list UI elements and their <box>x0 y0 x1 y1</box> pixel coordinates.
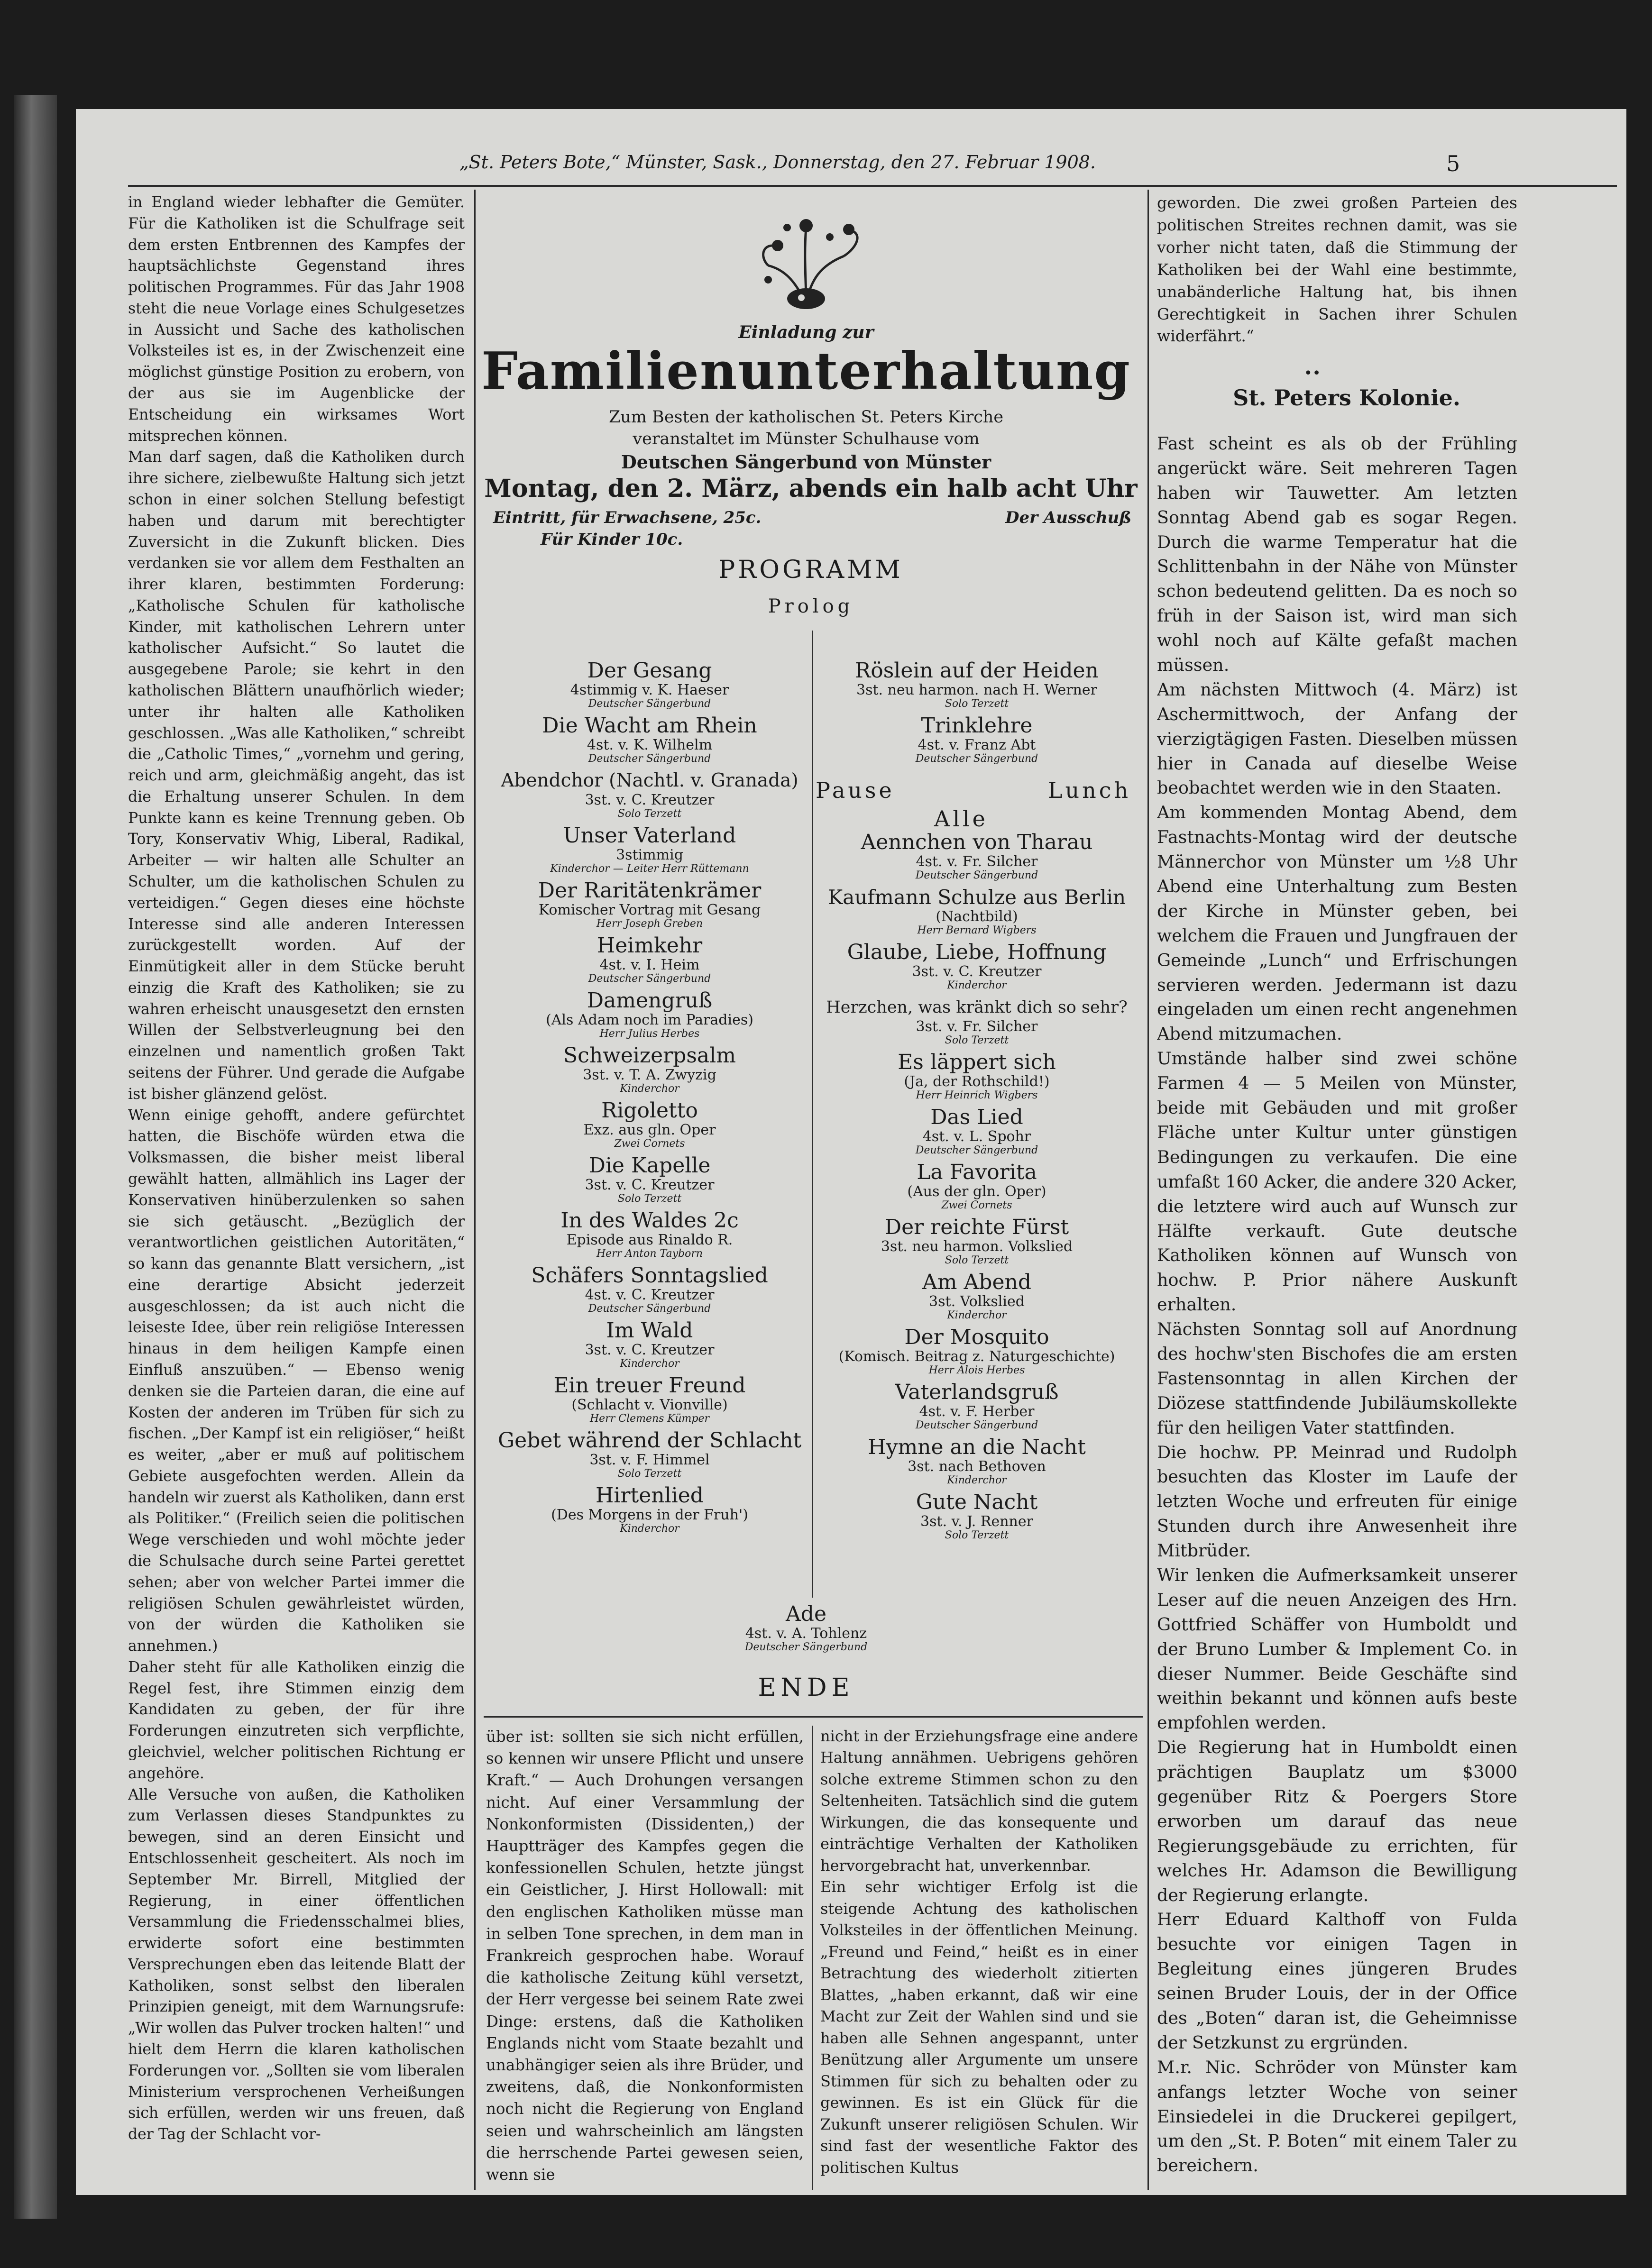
program-item-title: Trinklehre <box>921 713 1033 738</box>
program-item-note: Deutscher Sängerbund <box>588 698 711 710</box>
program-item-sub: 3st. v. J. Renner <box>920 1513 1033 1530</box>
program-item-title: Der Mosquito <box>904 1325 1049 1349</box>
program-item-title: Schweizerpsalm <box>563 1043 736 1068</box>
program-item <box>498 934 801 985</box>
program-right-list-b <box>825 831 1129 1546</box>
program-item-title: Vaterlandsgruß <box>895 1380 1059 1404</box>
program-item-sub: 4st. v. C. Kreutzer <box>585 1287 715 1303</box>
program-item-sub: 3st. Volkslied <box>929 1293 1025 1310</box>
program-item-note: Herr Clemens Kümper <box>589 1413 710 1425</box>
ad-date: Montag, den 2. März, abends ein halb acht Uhr <box>484 474 1138 503</box>
article-left-column: in England wieder lebhafter die Gemüter. Für die Katholiken ist die Schulfrage seit dem ersten Entbrennen des Kampfes der hauptsächlichste Gegenstand ihres politischen Programmes. Für das Jahr 1908 steht die neue Vorlage eines Schulgesetzes in Aussicht und Sache des katholischen Volksteiles ist es, in der Zwischenzeit eine möglichst günstige Position zu erobern, von der aus sie im Augenblicke der Entscheidung ein wirksames Wort mitsprechen können. Man darf sagen, daß die Katholiken durch ihre sichere, zielbewußte Haltung sich jetzt schon in einer solchen Stellung befestigt haben und darum mit berechtigter Zuversicht in die Zukunft blicken. Dies verdanken sie vor allem dem Festhalten an ihrer klaren, bestimmten Forderung: „Katholische Schulen für katholische Kinder, mit katholischen Lehrern unter katholischer Aufsicht.“ So lautet die ausgegebene Parole; sie kehrt in den katholischen Blättern unaufhörlich wieder; unter ihr halten alle Katholiken geschlossen. „Was alle Katholiken,“ schreibt die „Catholic Times,“ „vornehm und gering, reich und arm, gleichmäßig angeht, das ist die Erhaltung unserer Schulen. In dem Punkte kann es keine Trennung geben. Ob Tory, Konservativ Whig, Liberal, Radikal, Arbeiter — wir halten alle Schulter an Schulter, um die katholischen Schulen zu verteidigen.“ Gegen dieses eine höchste Interesse sind alle anderen Interessen zurückgestellt worden. Auf der Einmütigkeit aller in dem Stücke beruht einzig die Kraft des Katholiken; sie zu wahren erheischt unausgesetzt den ernsten Willen der Selbstverleugnung bei den einzelnen und namentlich großen Takt seitens der Führer. Und gerade die Aufgabe ist bisher glänzend gelöst. Wenn einige gehofft, andere gefürchtet hatten, die Bischöfe würden etwa die Volksmassen, die bisher meist liberal gewählt hatten, allmählich ins Lager der Konservativen hinüberzulenken so sahen sie sich getäuscht. „Bezüglich der verantwortlichen geistlichen Autoritäten,“ so kann das genannte Blatt versichern, „ist eine derartige Absicht jederzeit ausgeschlossen; da ist auch nicht die leiseste Idee, über rein religiöse Interessen hinaus in dem heiligen Kampfe einen Einfluß anszuüben.“ — Ebenso wenig denken sie die Parteien daran, die eine auf Kosten der anderen im Trüben für sich zu fischen. „Der Kampf ist ein religiöser,“ heißt es weiter, „aber er muß auf politischem Gebiete ausgefochten werden. Allein da handeln wir zuerst als Katholiken, dann erst als Politiker.“ (Freilich seien die politischen Wege verschieden und wohl möchte jeder die Schulsache durch seine Partei gerettet sehen; aber von welcher Partei immer die religiösen Schulen gewährleistet würden, von der würden die Katholiken sie annehmen.) Daher steht für alle Katholiken einzig die Regel fest, ihre Stimmen einzig dem Kandidaten zu geben, der für ihre Forderungen einzutreten sich verpflichte, gleichviel, welcher politischen Richtung er angehöre. Alle Versuche von außen, die Katholiken zum Verlassen dieses Standpunktes zu bewegen, sind an deren Einsicht und Entschlossenheit gescheitert. Als noch im September Mr. Birrell, Mitglied der Regierung, in einer öffentlichen Versammlung die Friedensschalmei blies, erwiderte sofort eine bestimmten Versprechungen eben das leitende Blatt der Katholiken, sonst selbst den liberalen Prinzipien geneigt, mit dem Warnungsrufe: „Wir wollen das Pulver trocken halten!“ und hielt dem Herrn die klaren katholischen Forderungen vor. „Sollten sie vom liberalen Ministerium versprochenen Verheißungen sich erfüllen, werden wir uns freuen, daß der Tag der Schlacht vor- <box>128 194 465 2143</box>
program-ade-sub: 4st. v. A. Tohlenz <box>745 1625 867 1642</box>
program-item <box>498 989 801 1040</box>
program-item-note: Kinderchor <box>947 1474 1007 1486</box>
program-center-rule <box>812 631 813 1598</box>
program-item-sub: 3st. neu harmon. Volkslied <box>881 1238 1073 1255</box>
program-item-sub: 4stimmig v. K. Haeser <box>570 682 729 698</box>
program-item <box>825 714 1129 765</box>
program-item-sub: 3st. v. C. Kreutzer <box>585 792 715 808</box>
program-prolog: Prolog <box>768 595 854 617</box>
program-item-sub: (Als Adam noch im Paradies) <box>546 1012 753 1028</box>
program-item-sub: 3st. v. Fr. Silcher <box>916 1018 1038 1035</box>
program-item-title: Der Raritätenkrämer <box>538 878 762 903</box>
program-item <box>498 659 801 710</box>
program-item <box>825 996 1129 1047</box>
program-item-sub: 4st. v. K. Wilhelm <box>587 737 713 753</box>
article-right-column-top: geworden. Die zwei großen Parteien des politischen Streites rechnen damit, was sie vorher nicht taten, daß die Stimmung der Katholiken bei der Wahl eine bestimmte, unabänderliche Haltung hat, bis ihnen Gerechtigkeit in Sachen ihrer Schulen widerfährt.“ <box>1157 193 1517 346</box>
program-pause: Pause <box>816 777 895 803</box>
program-item-sub: 3st. v. C. Kreutzer <box>585 1177 715 1193</box>
masthead: „St. Peters Bote,“ Münster, Sask., Donnerstag, den 27. Februar 1908. <box>459 152 1096 173</box>
program-item-title: La Favorita <box>917 1160 1037 1184</box>
program-item-title: Hymne an die Nacht <box>868 1435 1086 1459</box>
program-item <box>498 1484 801 1535</box>
program-right-list-a <box>825 659 1129 769</box>
program-ade-title: Ade <box>786 1602 826 1626</box>
program-item-note: Deutscher Sängerbund <box>915 869 1038 881</box>
program-item-note: Herr Bernard Wigbers <box>917 924 1037 936</box>
program-item <box>825 886 1129 937</box>
program-alle: Alle <box>934 806 988 832</box>
program-item-title: Damengruß <box>587 988 713 1013</box>
program-item-note: Zwei Cornets <box>941 1199 1012 1211</box>
program-item <box>498 1429 801 1480</box>
section-separator: •• <box>1304 365 1321 382</box>
program-item-sub: 3stimmig <box>616 847 683 863</box>
ad-line-2: veranstaltet im Münster Schulhause vom <box>633 430 980 448</box>
article-right-column-main: Fast scheint es als ob der Frühling angerückt wäre. Seit mehreren Tagen haben wir Tauwetter. Am letzten Sonntag Abend gab es sogar Regen. Durch die warme Temperatur hat die Schlittenbahn in der Nähe von Münster schon bedeutend gelitten. Da es noch so früh in der Saison ist, wird man sich wohl noch auf Kälte gefaßt machen müssen. Am nächsten Mittwoch (4. März) ist Aschermittwoch, der Anfang der vierzigtägigen Fasten. Dieselben müssen hier in Canada auf dieselbe Weise beobachtet werden wie in den Staaten. Am kommenden Montag Abend, dem Fastnachts-Montag wird der deutsche Männerchor von Münster um ½8 Uhr Abend eine Unterhaltung zum Besten der Kirche in Münster geben, bei welchem die Frauen und Jungfrauen der Gemeinde „Lunch“ und Erfrischungen servieren werden. Jedermann ist dazu eingeladen um einen recht angenehmen Abend mitzumachen. Umstände halber sind zwei schöne Farmen 4 — 5 Meilen von Münster, beide mit Gebäuden und mit großer Fläche unter Kultur unter günstigen Bedingungen zu verkaufen. Die eine umfaßt 160 Acker, die andere 320 Acker, die letztere wird auch auf Wunsch zur Hälfte verkauft. Gute deutsche Katholiken können auf Wunsch von hochw. P. Prior nähere Auskunft erhalten. Nächsten Sonntag soll auf Anordnung des hochw'sten Bischofes die am ersten Fastensonntag in allen Kirchen der Diözese stattfindende Jubiläumskollekte für den heiligen Vater stattfinden. Die hochw. PP. Meinrad und Rudolph besuchten das Kloster im Laufe der letzten Woche und erfreuten für einige Stunden durch ihre Anwesenheit ihre Mitbrüder. Wir lenken die Aufmerksamkeit unserer Leser auf die neuen Anzeigen des Hrn. Gottfried Schäffer von Humboldt und der Bruno Lumber & Implement Co. in dieser Nummer. Beide Geschäfte sind weithin bekannt und können aufs beste empfohlen werden. Die Regierung hat in Humboldt einen prächtigen Bauplatz um $3000 gegenüber Ritz & Poergers Store erworben um darauf das neue Regierungsgebäude zu errichten, für welches Hr. Adamson die Bewilligung der Regierung erlangte. Herr Eduard Kalthoff von Fulda besuchte vor einigen Tagen in Begleitung eines jüngeren Brudes seinen Bruder Louis, der in der Office des „Boten“ daran ist, die Geheimnisse der Setzkunst zu ergründen. M.r. Nic. Schröder von Münster kam anfangs letzter Woche von seiner Einsiedelei in die Druckerei gepilgert, um den „St. P. Boten“ mit einem Taler zu bereichern. <box>1157 433 1517 2176</box>
program-item-title: Glaube, Liebe, Hoffnung <box>847 940 1107 964</box>
program-item-note: Zwei Cornets <box>614 1138 685 1150</box>
program-item-note: Solo Terzett <box>945 1254 1009 1266</box>
program-item-sub: (Aus der gln. Oper) <box>907 1183 1046 1200</box>
program-item-sub: (Schlacht v. Vionville) <box>571 1397 728 1413</box>
page-number: 5 <box>1446 151 1460 176</box>
program-item-note: Deutscher Sängerbund <box>588 973 711 985</box>
program-item-sub: 3st. v. C. Kreutzer <box>912 963 1042 980</box>
program-item-note: Kinderchor <box>620 1523 679 1535</box>
program-item <box>498 879 801 930</box>
program-item-title: In des Waldes 2c <box>560 1208 739 1233</box>
program-item <box>498 1264 801 1315</box>
program-item-note: Deutscher Sängerbund <box>588 1303 711 1315</box>
program-item <box>498 824 801 875</box>
program-item-sub: (Ja, der Rothschild!) <box>904 1073 1050 1090</box>
program-item <box>498 1374 801 1425</box>
program-item <box>498 1099 801 1150</box>
ad-line-1: Zum Besten der katholischen St. Peters Kirche <box>608 408 1004 427</box>
program-item <box>825 1271 1129 1322</box>
program-item <box>498 769 801 820</box>
program-item-sub: Komischer Vortrag mit Gesang <box>538 902 761 918</box>
program-item-title: Das Lied <box>930 1105 1023 1129</box>
floral-ornament-icon <box>740 209 872 318</box>
article-center-bottom-right: nicht in der Erziehungsfrage eine andere Haltung annähmen. Uebrigens gehören solche extreme Stimmen schon zu den Seltenheiten. Tatsächlich sind die gutem Wirkungen, die das konsequente und einträchtige Verhalten der Katholiken hervorgebracht hat, unverkennbar. Ein sehr wichtiger Erfolg ist die steigende Achtung des katholischen Volksteiles in der öffentlichen Meinung. „Freund und Feind,“ heißt es in einer Betrachtung des wiederholt zitierten Blattes, „haben erkannt, daß wir eine Macht zur Zeit der Wahlen sind und sie haben alle Sehnen angespannt, unter Benützung aller Argumente um unsere Stimmen für sich zu behalten oder zu gewinnen. Es ist ein Glück für die Zukunft unserer religiösen Schulen. Wir sind fast der wesentliche Faktor des politischen Kultus <box>820 1727 1138 2177</box>
program-item-sub: (Komisch. Beitrag z. Naturgeschichte) <box>838 1348 1115 1365</box>
program-item-title: Heimkehr <box>597 933 703 958</box>
program-item-note: Kinderchor <box>620 1083 679 1095</box>
program-item-title: Herzchen, was kränkt dich so sehr? <box>826 998 1128 1017</box>
program-item-title: Der reichte Fürst <box>884 1215 1069 1239</box>
ad-admission-adults: Eintritt, für Erwachsene, 25c. <box>493 508 762 527</box>
program-item-note: Herr Alois Herbes <box>928 1364 1025 1376</box>
program-lunch: Lunch <box>1048 777 1131 803</box>
program-item-note: Herr Anton Tayborn <box>596 1248 703 1260</box>
program-item-title: Im Wald <box>606 1318 693 1343</box>
ad-title: Familienunterhaltung <box>481 341 1131 401</box>
program-item-sub: 3st. v. F. Himmel <box>589 1452 710 1468</box>
program-item-note: Kinderchor <box>947 1309 1007 1321</box>
program-item-note: Solo Terzett <box>945 1529 1009 1541</box>
book-spine <box>14 95 57 2219</box>
program-item-sub: 4st. v. Franz Abt <box>918 737 1036 753</box>
program-item-title: Ein treuer Freund <box>553 1373 746 1398</box>
program-item-note: Deutscher Sängerbund <box>915 1419 1038 1431</box>
ad-invitation: Einladung zur <box>738 322 874 342</box>
ad-committee: Der Ausschuß <box>1005 508 1132 527</box>
program-item-note: Solo Terzett <box>945 1034 1009 1046</box>
program-item-title: Rigoletto <box>601 1098 698 1123</box>
program-item-title: Am Abend <box>922 1270 1031 1294</box>
program-item-title: Unser Vaterland <box>563 823 736 848</box>
program-item-note: Solo Terzett <box>617 1193 682 1205</box>
program-item <box>825 1051 1129 1102</box>
ad-line-3: Deutschen Sängerbund von Münster <box>621 451 991 473</box>
program-item <box>825 1106 1129 1157</box>
program-item <box>825 1491 1129 1542</box>
program-item-title: Aennchen von Tharau <box>861 830 1093 854</box>
program-item <box>825 831 1129 882</box>
program-item-sub: 4st. v. I. Heim <box>599 957 700 973</box>
program-item <box>825 1326 1129 1377</box>
program-item-title: Die Kapelle <box>588 1153 711 1178</box>
column-rule-right <box>1147 190 1149 2190</box>
program-item <box>825 1436 1129 1487</box>
program-item <box>498 1319 801 1370</box>
program-ade-note: Deutscher Sängerbund <box>744 1641 868 1653</box>
program-heading: PROGRAMM <box>718 556 903 584</box>
program-left-list <box>498 659 801 1539</box>
program-item-title: Es läppert sich <box>898 1050 1056 1074</box>
program-item <box>825 659 1129 710</box>
program-item-note: Herr Joseph Greben <box>596 918 703 930</box>
program-item-title: Abendchor (Nachtl. v. Granada) <box>501 770 798 791</box>
program-item-sub: 3st. nach Bethoven <box>908 1458 1046 1475</box>
program-item-sub: 4st. v. L. Spohr <box>922 1128 1031 1145</box>
ad-bottom-rule <box>484 1716 1143 1718</box>
program-item-note: Solo Terzett <box>945 698 1009 710</box>
article-center-bottom-left: über ist: sollten sie sich nicht erfüllen, so kennen wir unsere Pflicht und unsere Kraft.“ — Auch Drohungen versangen nicht. Auf einer Versammlung der Nonkonformisten (Dissidenten,) der Hauptträger des Kampfes gegen die konfessionellen Schulen, hetzte jüngst ein Geistlicher, J. Hirst Hollowall: mit den englischen Katholiken müsse man in selben Tone sprechen, in dem man in Frankreich gesprochen habe. Worauf die katholische Zeitung kühl versetzt, der Herr vergesse bei seinem Rate zwei Dinge: erstens, daß die Katholiken Englands nicht vom Staate bezahlt und unabhängiger seien als ihre Brüder, und zweitens, daß, die Nonkonformisten noch nicht die Regierung von England seien und wahrscheinlich am längsten die herrschende Partei gewesen seien, wenn sie <box>486 1728 804 2184</box>
program-item <box>825 1381 1129 1432</box>
program-item-sub: 3st. neu harmon. nach H. Werner <box>856 682 1097 698</box>
program-item-title: Gebet während der Schlacht <box>498 1428 802 1453</box>
program-item-note: Deutscher Sängerbund <box>588 753 711 765</box>
header-rule <box>128 185 1617 187</box>
program-item-note: Kinderchor <box>620 1358 679 1370</box>
program-end: ENDE <box>758 1674 854 1702</box>
program-item-note: Kinderchor — Leiter Herr Rüttemann <box>550 863 749 875</box>
program-item-note: Solo Terzett <box>617 808 682 820</box>
program-item-title: Röslein auf der Heiden <box>855 658 1099 683</box>
ad-admission-children: Für Kinder 10c. <box>541 530 683 549</box>
program-item-title: Kaufmann Schulze aus Berlin <box>827 886 1126 909</box>
program-item-title: Schäfers Sonntagslied <box>531 1263 768 1288</box>
bottom-center-rule <box>812 1726 813 2190</box>
program-item-sub: 3st. v. C. Kreutzer <box>585 1342 715 1358</box>
program-item-sub: (Des Morgens in der Fruh') <box>551 1507 748 1523</box>
program-item-title: Der Gesang <box>587 658 712 683</box>
program-item-sub: Episode aus Rinaldo R. <box>566 1232 733 1248</box>
program-item <box>498 1209 801 1260</box>
program-ade <box>702 1602 910 1654</box>
section-title: St. Peters Kolonie. <box>1233 385 1460 411</box>
program-item <box>498 1044 801 1095</box>
program-item-note: Herr Heinrich Wigbers <box>916 1089 1038 1101</box>
program-item-title: Gute Nacht <box>916 1490 1038 1514</box>
program-item-title: Die Wacht am Rhein <box>542 713 757 738</box>
program-item-note: Deutscher Sängerbund <box>915 753 1038 765</box>
program-item-sub: 4st. v. F. Herber <box>919 1403 1035 1420</box>
program-item-sub: Exz. aus gln. Oper <box>583 1122 716 1138</box>
program-item <box>825 941 1129 992</box>
program-item-sub: (Nachtbild) <box>936 908 1018 925</box>
program-item-sub: 3st. v. T. A. Zwyzig <box>583 1067 716 1083</box>
program-item-note: Kinderchor <box>947 979 1007 991</box>
program-item-title: Hirtenlied <box>596 1483 704 1508</box>
program-item-note: Herr Julius Herbes <box>599 1028 700 1040</box>
program-item <box>498 1154 801 1205</box>
program-item <box>825 1161 1129 1212</box>
program-item <box>498 714 801 765</box>
program-item <box>825 1216 1129 1267</box>
program-item-sub: 4st. v. Fr. Silcher <box>916 853 1038 870</box>
program-item-note: Solo Terzett <box>617 1468 682 1480</box>
program-item-note: Deutscher Sängerbund <box>915 1144 1038 1156</box>
